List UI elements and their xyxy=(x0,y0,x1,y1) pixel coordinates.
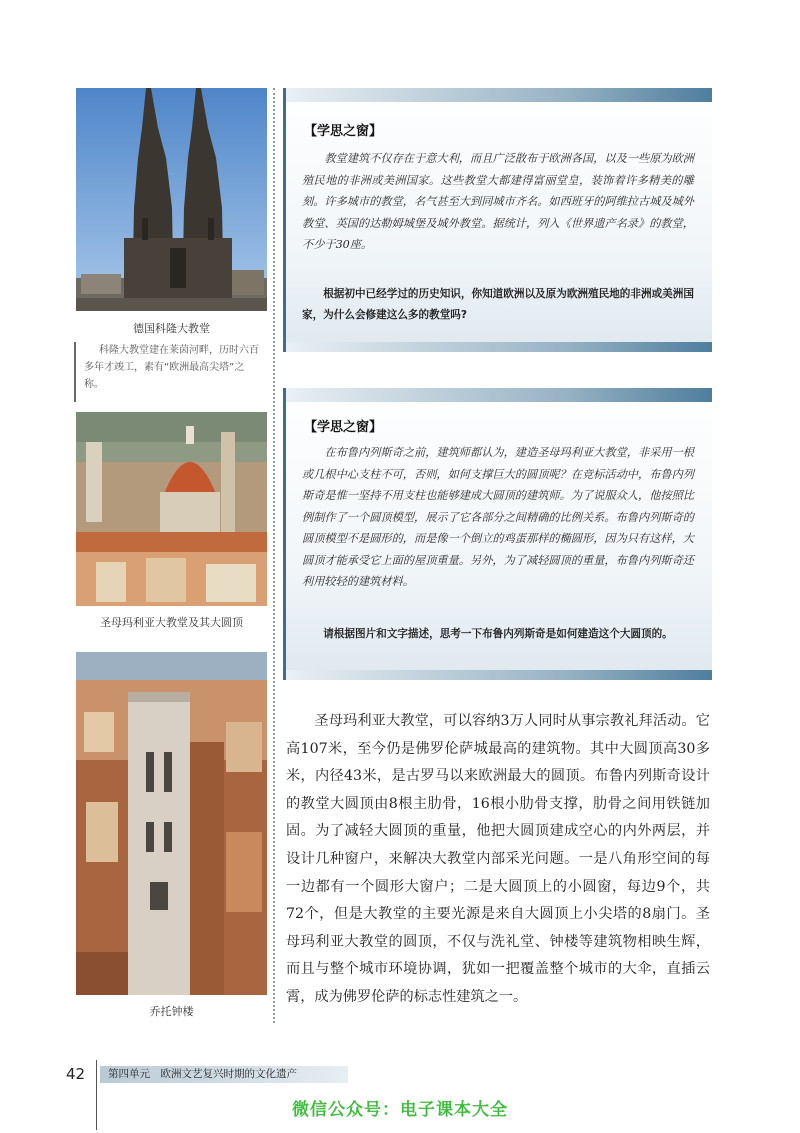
study-box-2-body: 在布鲁内列斯奇之前，建筑师都认为，建造圣母玛利亚大教堂，非采用一根或几根中心支柱不可，否则，如何支撑巨大的圆顶呢？在竞标活动中，布鲁内列斯奇是惟一坚持不用支柱也能够建成大圆顶的建筑师。为了说服众人，他按照比例制作了一个圆顶模型，展示了它各部分之间精确的比例关系。布鲁内列斯奇的圆顶模型不是圆形的，而是像一个倒立的鸡蛋那样的椭圆形，因为只有这样，大圆顶才能承受它上面的屋顶重量。另外，为了减轻圆顶的重量，布鲁内列斯奇还利用较轻的建筑材料。 xyxy=(302,446,694,588)
box-top-bar xyxy=(286,388,712,402)
study-box-1-question: 根据初中已经学过的历史知识，你知道欧洲以及原为欧洲殖民地的非洲或美洲国家，为什么会修建这么多的教堂吗? xyxy=(302,288,694,321)
study-box-2-title: 【学思之窗】 xyxy=(304,420,383,435)
study-box-2 xyxy=(283,388,712,680)
column-divider xyxy=(273,88,275,1023)
study-box-2-question: 请根据图片和文字描述，思考一下布鲁内列斯奇是如何建造这个大圆顶的。 xyxy=(323,628,673,640)
box-bottom-bar xyxy=(286,670,712,680)
study-box-1-title: 【学思之窗】 xyxy=(304,124,383,139)
main-paragraph: 圣母玛利亚大教堂，可以容纳3万人同时从事宗教礼拜活动。它高107米，至今仍是佛罗伦萨城最高的建筑物。其中大圆顶高30多米，内径43米，是古罗马以来欧洲最大的圆顶。布鲁内列斯奇设计的教堂大圆顶由8根主肋骨，16根小肋骨支撑，肋骨之间用铁链加固。为了减轻大圆顶的重量，他把大圆顶建成空心的内外两层，并设计几种窗户，来解决大教堂内部采光问题。一是八角形空间的每一边都有一个圆形大窗户；二是大圆顶上的小圆窗，每边9个，共72个，但是大教堂的主要光源是来自大圆顶上小尖塔的8扇门。圣母玛利亚大教堂的圆顶，不仅与洗礼堂、钟楼等建筑物相映生辉，而且与整个城市环境协调，犹如一把覆盖整个城市的大伞，直插云霄，成为佛罗伦萨的标志性建筑之一。 xyxy=(286,713,710,1005)
giotto-campanile-photo xyxy=(76,652,267,995)
cologne-cathedral-photo xyxy=(76,88,267,311)
study-box-1 xyxy=(283,88,712,352)
watermark-text: 微信公众号：电子课本大全 xyxy=(292,1100,508,1120)
page-number: 42 xyxy=(66,1065,86,1083)
florence-caption: 圣母玛利亚大教堂及其大圆顶 xyxy=(100,616,243,629)
florence-cathedral-photo xyxy=(76,412,267,606)
cologne-caption: 德国科隆大教堂 xyxy=(133,322,210,335)
giotto-caption: 乔托钟楼 xyxy=(149,1005,194,1018)
unit-title-bar: 第四单元 欧洲文艺复兴时期的文化遗产 xyxy=(100,1066,348,1083)
cologne-note: 科隆大教堂建在莱茵河畔，历时六百多年才竣工，素有“欧洲最高尖塔”之称。 xyxy=(84,345,259,390)
box-bottom-bar xyxy=(286,342,712,352)
cologne-note-block xyxy=(74,342,264,402)
study-box-1-body: 教堂建筑不仅存在于意大利，而且广泛散布于欧洲各国，以及一些原为欧洲殖民地的非洲或美洲国家。这些教堂大都建得富丽堂皇，装饰着许多精美的雕刻。许多城市的教堂，名气甚至大到同城市齐名。如西班牙的阿维拉古城及城外教堂、英国的达勒姆城堡及城外教堂。据统计，列入《世界遗产名录》的教堂，不少于30座。 xyxy=(302,152,694,251)
box-top-bar xyxy=(286,88,712,102)
